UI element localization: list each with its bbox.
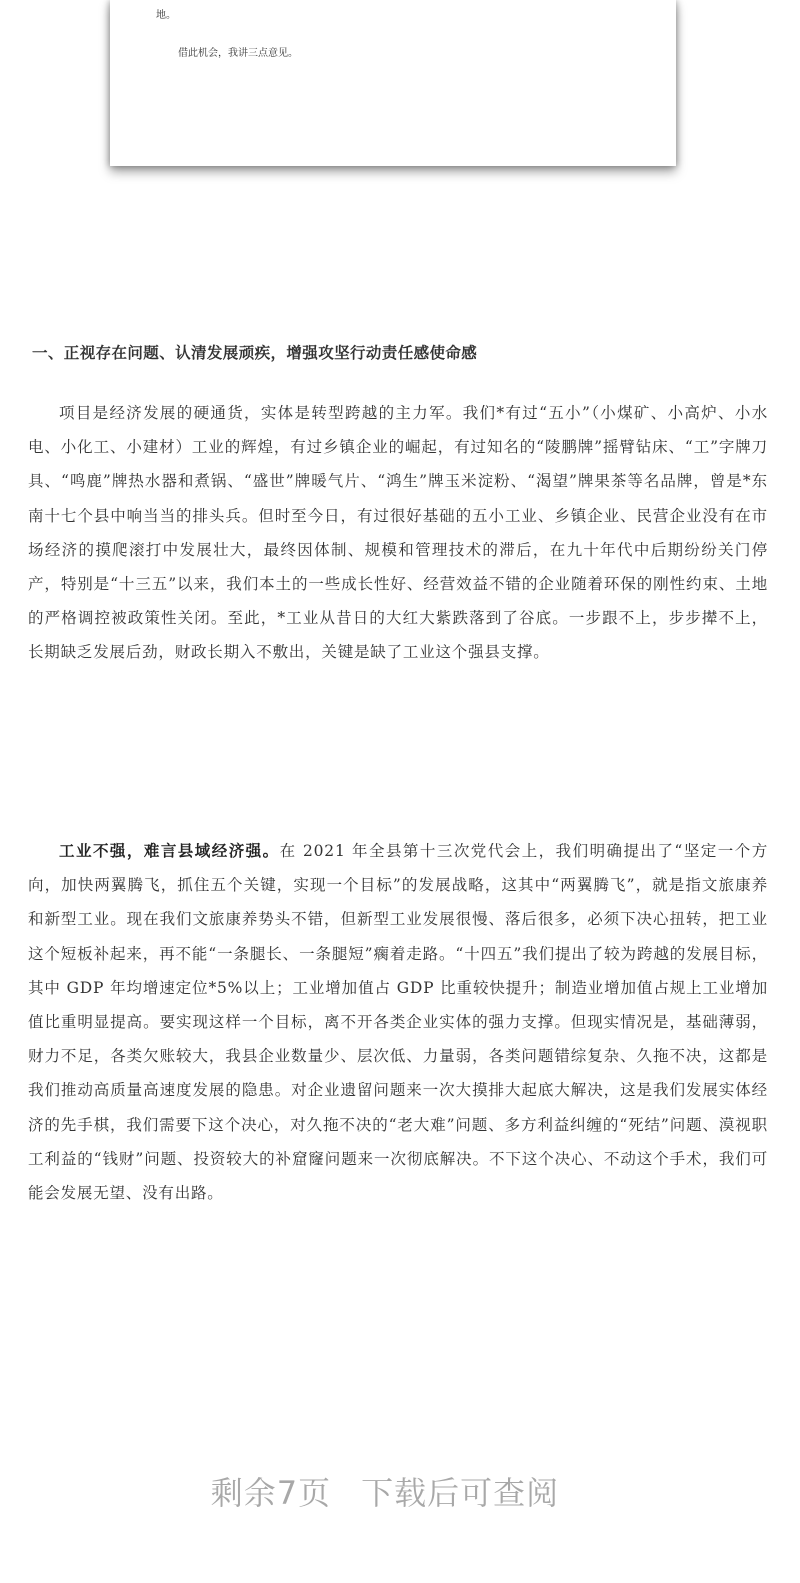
remaining-pages-label: 剩余7页 bbox=[210, 1474, 332, 1512]
preview-text-line: 地。 bbox=[156, 10, 176, 21]
document-preview-card bbox=[110, 0, 676, 166]
section-heading: 一、正视存在问题、认清发展顽疾，增强攻坚行动责任感使命感 bbox=[32, 343, 478, 362]
body-paragraph bbox=[28, 834, 768, 1210]
download-hint-label: 下载后可查阅 bbox=[361, 1474, 560, 1512]
preview-text-line: 借此机会，我讲三点意见。 bbox=[178, 48, 298, 59]
paragraph-body-text: 在 2021 年全县第十三次党代会上，我们明确提出了“坚定一个方向，加快两翼腾飞，抓住五个关键，实现一个目标”的发展战略，这其中“两翼腾飞”，就是指文旅康养和新型工业。现在我们文旅康养势头不错，但新型工业发展很慢、落后很多，必须下决心扭转，把工业这个短板补起来，再不能“一条腿长、一条腿短”瘸着走路。“十四五”我们提出了较为跨越的发展目标，其中 GDP 年均增速定位*5%以上；工业增加值占 GDP 比重较快提升；制造业增加值占规上工业增加值比重明显提高。要实现这样一个目标，离不开各类企业实体的强力支撑。但现实情况是，基础薄弱，财力不足，各类欠账较大，我县企业数量少、层次低、力量弱，各类问题错综复杂、久拖不决，这都是我们推动高质量高速度发展的隐患。对企业遗留问题来一次大摸排大起底大解决，这是我们发展实体经济的先手棋，我们需要下这个决心，对久拖不决的“老大难”问题、多方利益纠缠的“死结”问题、漠视职工利益的“钱财”问题、投资较大的补窟窿问题来一次彻底解决。不下这个决心、不动这个手术，我们可能会发展无望、没有出路。 bbox=[28, 842, 769, 1203]
remaining-pages-notice[interactable] bbox=[0, 1468, 770, 1514]
paragraph-lead-sentence: 工业不强，难言县域经济强。 bbox=[59, 841, 280, 860]
body-paragraph: 项目是经济发展的硬通货，实体是转型跨越的主力军。我们*有过“五小”（小煤矿、小高炉、小水电、小化工、小建材）工业的辉煌，有过乡镇企业的崛起，有过知名的“陵鹏牌”摇臂钻床、“工”字牌刀具、“鸣鹿”牌热水器和煮锅、“盛世”牌暖气片、“鸿生”牌玉米淀粉、“渴望”牌果茶等名品牌，曾是*东南十七个县中响当当的排头兵。但时至今日，有过很好基础的五小工业、乡镇企业、民营企业没有在市场经济的摸爬滚打中发展壮大，最终因体制、规模和管理技术的滞后，在九十年代中后期纷纷关门停产，特别是“十三五”以来，我们本土的一些成长性好、经营效益不错的企业随着环保的刚性约束、土地的严格调控被政策性关闭。至此，*工业从昔日的大红大紫跌落到了谷底。一步跟不上，步步撵不上，长期缺乏发展后劲，财政长期入不敷出，关键是缺了工业这个强县支撑。 bbox=[28, 404, 768, 662]
